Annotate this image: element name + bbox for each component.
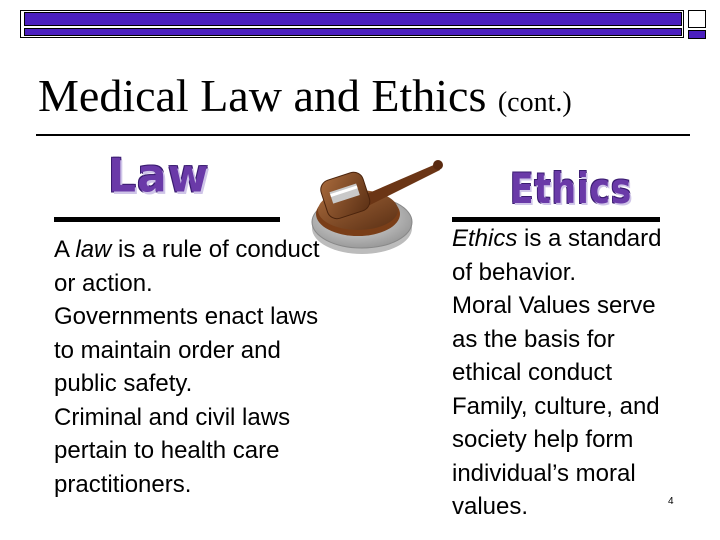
slide-title-text: Medical Law and Ethics: [38, 70, 487, 121]
law-criminal-civil: Criminal and civil laws pertain to health care practitioners.: [54, 403, 291, 498]
law-heading: Law: [108, 149, 210, 204]
law-term: law: [75, 236, 112, 263]
corner-box-fill: [688, 30, 706, 39]
ethics-influences: Family, culture, and society help form individual’s moral values.: [452, 392, 660, 520]
header-bar-lower: [24, 28, 682, 36]
header-bar-upper: [24, 12, 682, 26]
ethics-heading: Ethics: [510, 164, 633, 213]
slide-title: [38, 70, 572, 121]
law-definition: A law is a rule of conduct or action.: [54, 236, 320, 297]
title-underline: [36, 134, 690, 136]
ethics-text: [452, 222, 684, 524]
ethics-moral-values: Moral Values serve as the basis for ethical conduct: [452, 292, 656, 386]
ethics-definition: Ethics is a standard of behavior.: [452, 225, 662, 286]
law-governments: Governments enact laws to maintain order and public safety.: [54, 303, 319, 397]
law-text: [54, 233, 334, 501]
slide-title-suffix: (cont.): [497, 87, 572, 118]
slide-number: 4: [668, 496, 674, 507]
ethics-term: Ethics: [452, 225, 518, 252]
law-underline: [54, 217, 280, 222]
corner-box: [688, 10, 706, 28]
